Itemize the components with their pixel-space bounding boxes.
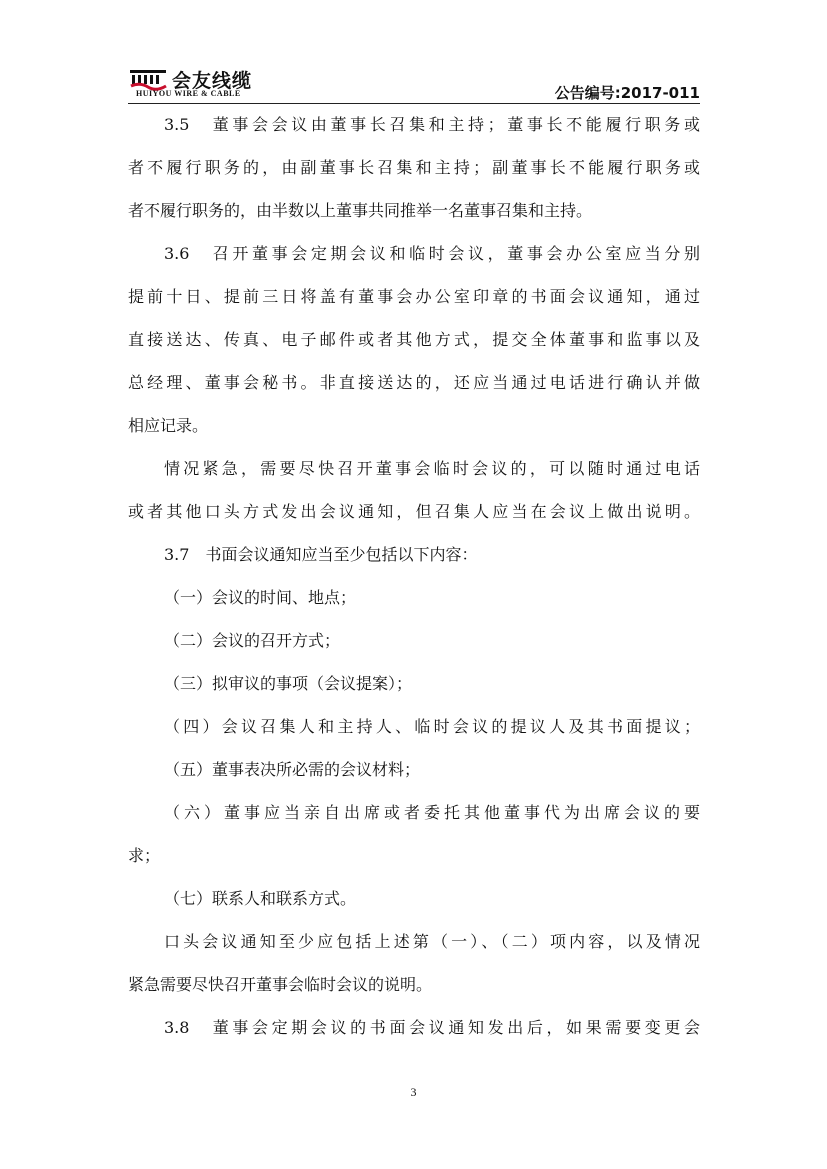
text-line: 直接送达、传真、电子邮件或者其他方式，提交全体董事和监事以及 (128, 330, 700, 349)
text-line: 口头会议通知至少应包括上述第（一）、（二）项内容，以及情况 (164, 932, 700, 951)
company-logo (128, 66, 328, 100)
list-item: （三）拟审议的事项（会议提案）； (164, 674, 413, 693)
text-line: 求； (128, 846, 161, 865)
logo-chinese-name: 会友线缆 (172, 70, 253, 92)
text-line: 或者其他口头方式发出会议通知，但召集人应当在会议上做出说明。 (128, 502, 700, 521)
list-item: （二）会议的召开方式； (164, 631, 341, 650)
text-line: 者不履行职务的，由半数以上董事共同推举一名董事召集和主持。 (128, 201, 593, 220)
text-line: 3.8 董事会定期会议的书面会议通知发出后，如果需要变更会 (164, 1018, 700, 1037)
text-line: 者不履行职务的，由副董事长召集和主持；副董事长不能履行职务或 (128, 158, 700, 177)
header-divider (128, 103, 700, 104)
text-line: 总经理、董事会秘书。非直接送达的，还应当通过电话进行确认并做 (128, 373, 700, 392)
text-line: 情况紧急，需要尽快召开董事会临时会议的，可以随时通过电话 (164, 459, 700, 478)
text-line: 3.5 董事会会议由董事长召集和主持；董事长不能履行职务或 (164, 115, 700, 134)
page-number: 3 (410, 1085, 417, 1099)
list-item: （五）董事表决所必需的会议材料； (164, 760, 421, 779)
text-line: 相应记录。 (128, 416, 209, 435)
announcement-number: 公告编号:2017-011 (554, 84, 700, 102)
page-header (128, 60, 700, 104)
logo-english-name: HUIYOU WIRE & CABLE (136, 89, 241, 98)
text-line: 紧急需要尽快召开董事会临时会议的说明。 (128, 975, 433, 994)
text-line: 3.6 召开董事会定期会议和临时会议，董事会办公室应当分别 (164, 244, 700, 263)
list-item: （一）会议的时间、地点； (164, 588, 357, 607)
text-line: 提前十日、提前三日将盖有董事会办公室印章的书面会议通知，通过 (128, 287, 700, 306)
list-item: （六）董事应当亲自出席或者委托其他董事代为出席会议的要 (164, 803, 700, 822)
text-line: 3.7 书面会议通知应当至少包括以下内容： (164, 545, 478, 564)
list-item: （四）会议召集人和主持人、临时会议的提议人及其书面提议； (164, 717, 700, 736)
list-item: （七）联系人和联系方式。 (164, 889, 357, 908)
